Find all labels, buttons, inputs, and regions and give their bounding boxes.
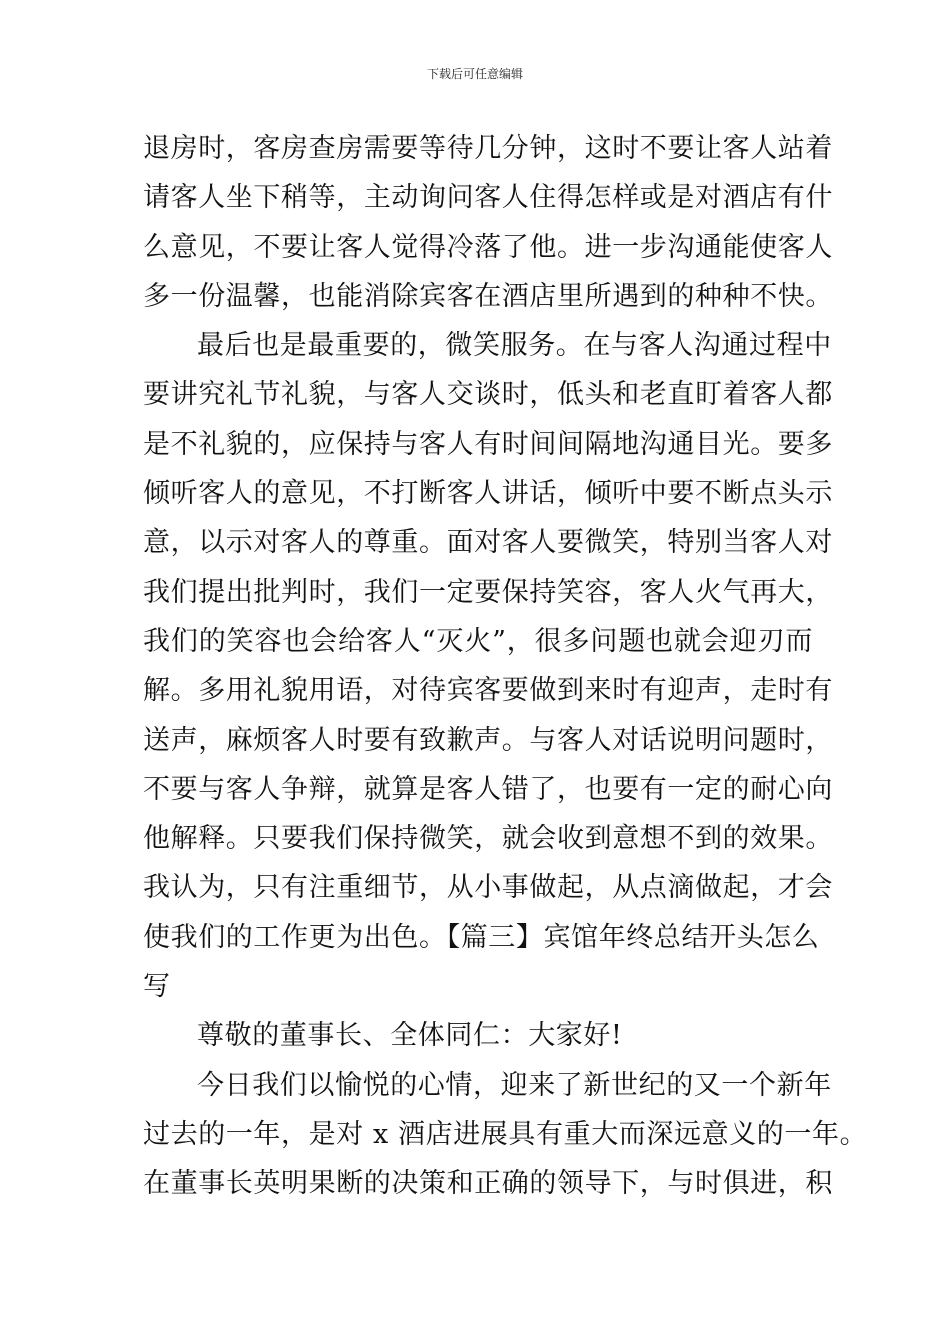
- text-line: 过去的一年，是对 x 酒店进展具有重大而深远意义的一年。: [143, 1118, 868, 1150]
- text-line: 么意见，不要让客人觉得冷落了他。进一步沟通能使客人: [143, 231, 833, 263]
- text-line: 在董事长英明果断的决策和正确的领导下，与时俱进，积: [143, 1168, 833, 1200]
- text-line: 送声，麻烦客人时要有致歉声。与客人对话说明问题时，: [143, 724, 833, 756]
- text-line: 不要与客人争辩，就算是客人错了，也要有一定的耐心向: [143, 773, 833, 805]
- text-line: 他解释。只要我们保持微笑，就会收到意想不到的效果。: [143, 823, 833, 855]
- text-line: 我们提出批判时，我们一定要保持笑容，客人火气再大，: [143, 576, 833, 608]
- document-body: [143, 124, 868, 1209]
- text-line: 最后也是最重要的，微笑服务。在与客人沟通过程中: [197, 330, 832, 362]
- text-line: 使我们的工作更为出色。【篇三】宾馆年终总结开头怎么: [143, 921, 820, 953]
- text-line: 我们的笑容也会给客人“灭火”，很多问题也就会迎刃而: [143, 625, 813, 657]
- text-line: 请客人坐下稍等，主动询问客人住得怎样或是对酒店有什: [143, 182, 833, 214]
- text-line: 是不礼貌的，应保持与客人有时间间隔地沟通目光。要多: [143, 428, 833, 460]
- text-line: 意，以示对客人的尊重。面对客人要微笑，特别当客人对: [143, 527, 833, 559]
- text-line: 多一份温馨，也能消除宾客在酒店里所遇到的种种不快。: [143, 280, 833, 312]
- text-line: 今日我们以愉悦的心情，迎来了新世纪的又一个新年: [197, 1069, 832, 1101]
- text-line: 倾听客人的意见，不打断客人讲话，倾听中要不断点头示: [143, 478, 833, 510]
- text-line: 要讲究礼节礼貌，与客人交谈时，低头和老直盯着客人都: [143, 379, 833, 411]
- text-line: 我认为，只有注重细节，从小事做起，从点滴做起，才会: [143, 872, 833, 904]
- text-line: 写: [143, 971, 171, 1003]
- text-line: 解。多用礼貌用语，对待宾客要做到来时有迎声，走时有: [143, 675, 833, 707]
- text-line: 尊敬的董事长、全体同仁：大家好!: [197, 1020, 623, 1052]
- text-line: 退房时，客房查房需要等待几分钟，这时不要让客人站着: [143, 133, 833, 164]
- page-header: 下载后可任意编辑: [426, 67, 523, 81]
